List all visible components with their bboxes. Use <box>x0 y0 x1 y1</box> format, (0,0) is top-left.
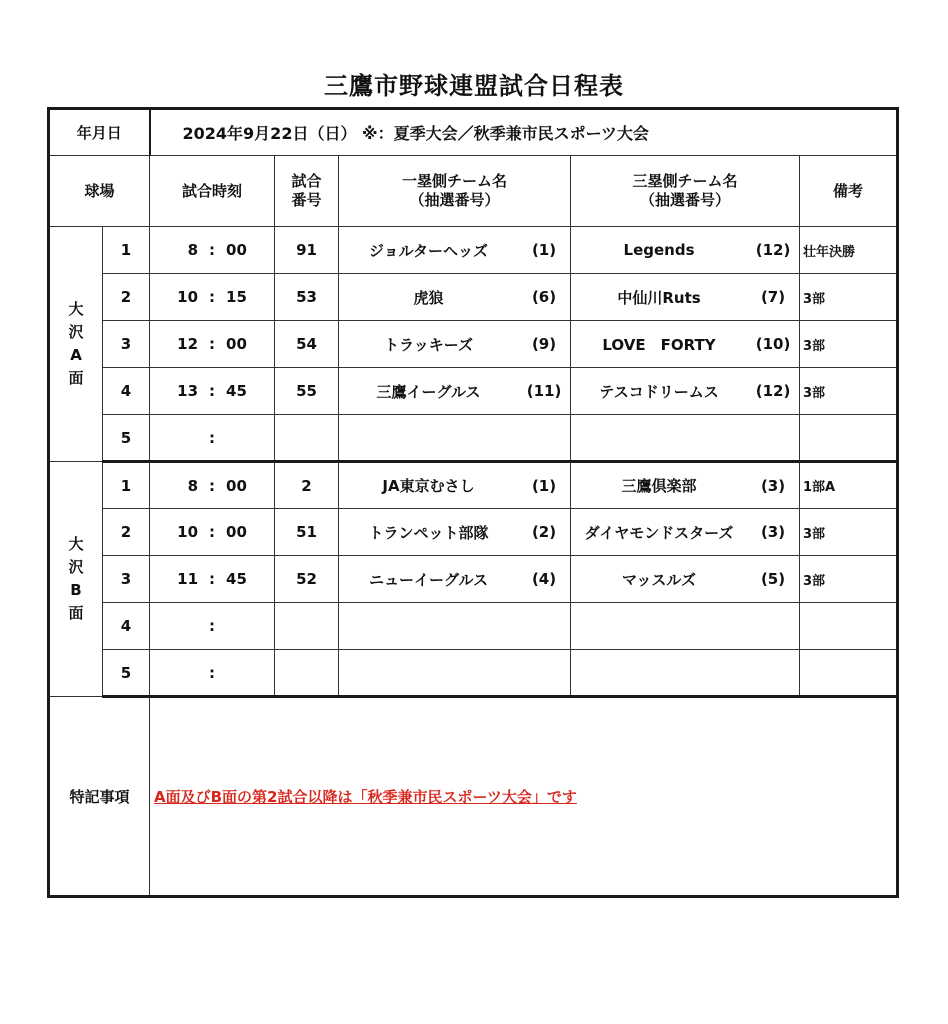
game-row <box>49 556 898 603</box>
game-time-hour: 8 <box>187 241 199 259</box>
game-time-minute: 00 <box>226 335 247 353</box>
field-name-char: 沢 <box>68 558 84 576</box>
header-third-base-line1: 三塁側チーム名 <box>632 172 738 190</box>
game-time <box>150 321 275 368</box>
third-base-team <box>571 274 800 321</box>
third-base-team <box>571 462 800 509</box>
game-time-colon: : <box>209 523 216 541</box>
third-base-team <box>571 227 800 274</box>
third-base-team <box>571 650 800 697</box>
header-first-base <box>339 156 571 227</box>
field-name-char: 沢 <box>68 323 84 341</box>
field-name <box>49 462 103 697</box>
third-base-draw-number: (7) <box>760 288 786 306</box>
third-base-team-name: ダイヤモンドスターズ <box>584 523 734 542</box>
row-number: 1 <box>103 227 150 274</box>
first-base-team-name: ジョルターヘッズ <box>368 241 489 260</box>
game-time-minute: 15 <box>226 288 247 306</box>
first-base-team-name: 三鷹イーグルス <box>376 382 481 401</box>
schedule-table <box>47 107 899 898</box>
game-time-colon: : <box>209 382 216 400</box>
header-time: 試合時刻 <box>150 156 275 227</box>
first-base-team <box>339 509 571 556</box>
header-field: 球場 <box>49 156 150 227</box>
game-time <box>150 462 275 509</box>
remarks <box>800 415 898 462</box>
special-notes-row <box>49 697 898 897</box>
field-name-char: A <box>70 346 82 364</box>
row-number: 5 <box>103 415 150 462</box>
remarks: 3部 <box>800 321 898 368</box>
header-third-base-line2: （抽選番号） <box>640 191 731 209</box>
header-first-base-line1: 一塁側チーム名 <box>402 172 508 190</box>
third-base-team <box>571 556 800 603</box>
game-time <box>150 650 275 697</box>
third-base-team-name: 三鷹倶楽部 <box>621 477 697 495</box>
first-base-team <box>339 603 571 650</box>
game-time-minute: 45 <box>226 570 247 588</box>
third-base-team <box>571 603 800 650</box>
game-time <box>150 603 275 650</box>
remarks: 1部A <box>800 462 898 509</box>
remarks <box>800 650 898 697</box>
game-time <box>150 556 275 603</box>
game-row <box>49 415 898 462</box>
first-base-team-name: 虎狼 <box>413 288 444 307</box>
first-base-team-name: トランペット部隊 <box>368 523 489 542</box>
game-time-colon: : <box>209 288 216 306</box>
game-time-colon: : <box>209 335 216 353</box>
row-number: 2 <box>103 274 150 321</box>
field-name-char: 大 <box>68 300 84 318</box>
header-row <box>49 156 898 227</box>
first-base-team <box>339 462 571 509</box>
third-base-team <box>571 321 800 368</box>
first-base-draw-number: (4) <box>531 570 557 588</box>
third-base-draw-number: (3) <box>760 523 786 541</box>
game-number: 51 <box>275 509 339 556</box>
game-time-minute: 45 <box>226 382 247 400</box>
game-time-colon: : <box>209 241 216 259</box>
header-first-base-line2: （抽選番号） <box>409 191 500 209</box>
remarks: 3部 <box>800 509 898 556</box>
first-base-draw-number: (6) <box>531 288 557 306</box>
game-number <box>275 415 339 462</box>
game-time-colon: : <box>209 476 216 495</box>
special-notes-label: 特記事項 <box>49 697 150 897</box>
game-time <box>150 368 275 415</box>
game-time-hour: 12 <box>177 335 199 353</box>
third-base-team-name: マッスルズ <box>622 570 696 589</box>
game-time-colon: : <box>209 663 216 682</box>
third-base-team <box>571 509 800 556</box>
game-time <box>150 274 275 321</box>
row-number: 4 <box>103 603 150 650</box>
game-number: 2 <box>275 462 339 509</box>
third-base-draw-number: (12) <box>755 382 791 400</box>
third-base-team-name: Legends <box>623 241 695 259</box>
row-number: 5 <box>103 650 150 697</box>
field-name <box>49 227 103 462</box>
remarks: 3部 <box>800 556 898 603</box>
first-base-team-name: トラッキーズ <box>384 335 473 354</box>
game-row <box>49 462 898 509</box>
game-time-hour: 13 <box>177 382 199 400</box>
field-name-char: 大 <box>68 535 84 553</box>
first-base-team <box>339 274 571 321</box>
header-game-number <box>275 156 339 227</box>
first-base-draw-number: (1) <box>531 476 557 495</box>
first-base-team-name: JA東京むさし <box>382 477 475 495</box>
first-base-draw-number: (1) <box>531 241 557 259</box>
game-time-hour: 10 <box>177 288 199 306</box>
row-number: 4 <box>103 368 150 415</box>
date-row <box>49 109 898 156</box>
field-name-char: 面 <box>68 604 84 622</box>
third-base-draw-number: (10) <box>755 335 791 353</box>
first-base-team <box>339 321 571 368</box>
third-base-draw-number: (3) <box>760 476 786 495</box>
game-number: 91 <box>275 227 339 274</box>
third-base-team-name: LOVE FORTY <box>602 335 716 354</box>
third-base-draw-number: (5) <box>760 570 786 588</box>
game-time-colon: : <box>209 617 216 635</box>
game-time-minute: 00 <box>226 241 247 259</box>
header-third-base <box>571 156 800 227</box>
game-time <box>150 509 275 556</box>
game-number <box>275 603 339 650</box>
game-time <box>150 227 275 274</box>
game-number: 53 <box>275 274 339 321</box>
game-time-colon: : <box>209 570 216 588</box>
game-row <box>49 509 898 556</box>
game-time-hour: 8 <box>187 476 199 495</box>
row-number: 3 <box>103 556 150 603</box>
document-title: 三鷹市野球連盟試合日程表 <box>324 72 624 100</box>
first-base-draw-number: (9) <box>531 335 557 353</box>
first-base-team <box>339 415 571 462</box>
field-name-char: 面 <box>68 369 84 387</box>
game-number: 54 <box>275 321 339 368</box>
third-base-team-name: テスコドリームス <box>599 382 719 401</box>
first-base-team <box>339 368 571 415</box>
game-time-colon: : <box>209 428 216 447</box>
date-value: 2024年9月22日（日） ※：夏季大会／秋季兼市民スポーツ大会 <box>150 109 898 156</box>
first-base-team-name: ニューイーグルス <box>368 570 489 589</box>
game-number: 55 <box>275 368 339 415</box>
header-game-number-line2: 番号 <box>291 191 322 209</box>
first-base-draw-number: (11) <box>526 382 562 400</box>
game-row <box>49 227 898 274</box>
header-remarks: 備考 <box>800 156 898 227</box>
third-base-team-name: 中仙川Ruts <box>617 288 701 307</box>
header-game-number-line1: 試合 <box>291 172 322 190</box>
game-time <box>150 415 275 462</box>
game-row <box>49 603 898 650</box>
remarks <box>800 603 898 650</box>
remarks: 3部 <box>800 368 898 415</box>
row-number: 1 <box>103 462 150 509</box>
game-number: 52 <box>275 556 339 603</box>
game-row <box>49 274 898 321</box>
game-time-hour: 10 <box>177 523 199 541</box>
game-row <box>49 650 898 697</box>
field-name-char: B <box>70 581 82 599</box>
game-row <box>49 368 898 415</box>
date-label: 年月日 <box>49 109 150 156</box>
first-base-team <box>339 227 571 274</box>
remarks: 3部 <box>800 274 898 321</box>
first-base-team <box>339 650 571 697</box>
game-number <box>275 650 339 697</box>
remarks: 壮年決勝 <box>800 227 898 274</box>
row-number: 2 <box>103 509 150 556</box>
third-base-team <box>571 415 800 462</box>
third-base-draw-number: (12) <box>755 241 791 259</box>
game-time-minute: 00 <box>226 523 247 541</box>
first-base-draw-number: (2) <box>531 523 557 541</box>
third-base-team <box>571 368 800 415</box>
game-time-minute: 00 <box>226 476 247 495</box>
first-base-team <box>339 556 571 603</box>
game-time-hour: 11 <box>177 570 199 588</box>
row-number: 3 <box>103 321 150 368</box>
game-row <box>49 321 898 368</box>
special-notes-text: A面及びB面の第2試合以降は「秋季兼市民スポーツ大会」です <box>150 697 898 897</box>
